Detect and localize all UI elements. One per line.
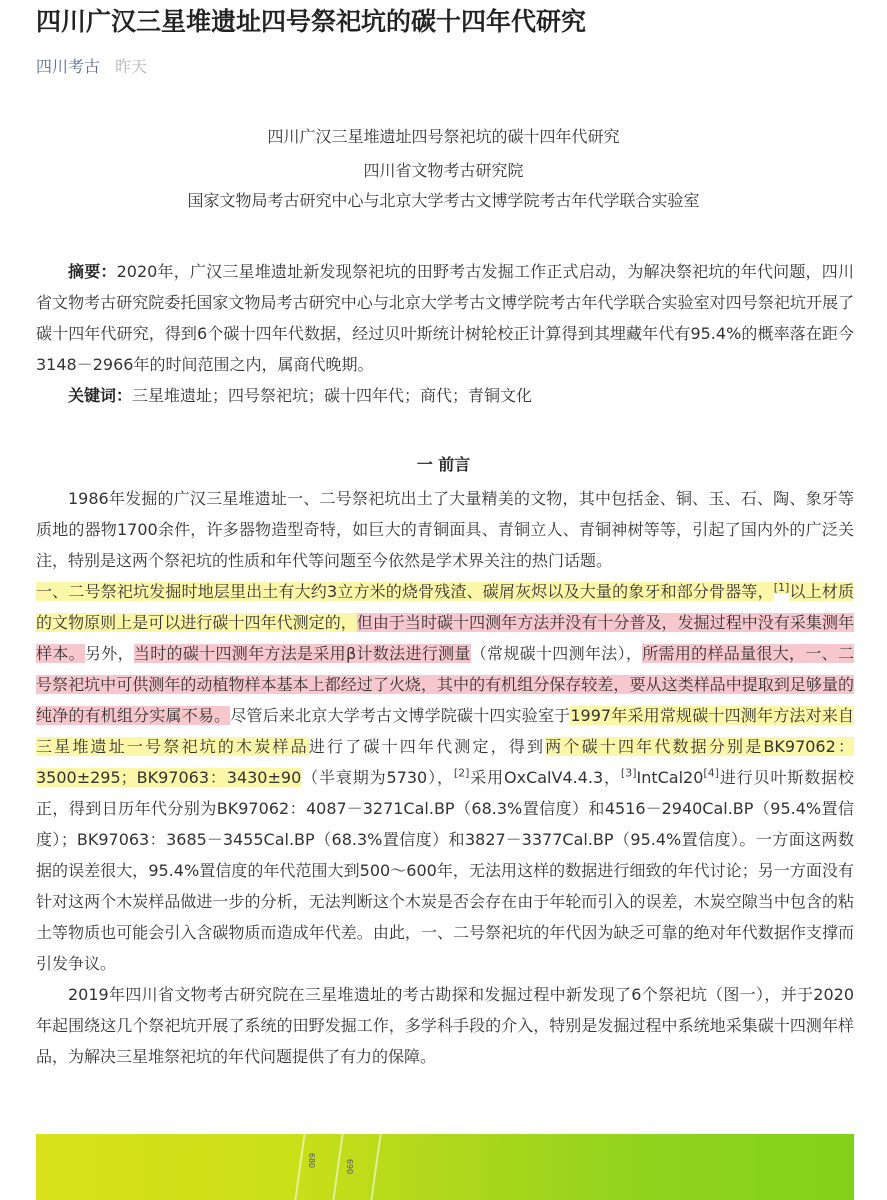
text-segment-2: （常规碳十四测年法）， bbox=[470, 644, 643, 663]
contour-line bbox=[366, 1134, 385, 1200]
abstract-sep: ： bbox=[100, 262, 117, 281]
highlight-yellow-4: 两个碳十四年代数据分别是BK97062：3500±295；BK97063：3430±90 bbox=[36, 737, 854, 787]
abstract-paragraph bbox=[36, 256, 854, 380]
abstract-label: 摘要 bbox=[68, 262, 101, 281]
intro-paragraph-3: 2019年四川省文物考古研究院在三星堆遗址的考古勘探和发掘过程中新发现了6个祭祀坑（图一），并于2020年起围绕这几个祭祀坑开展了系统的田野发掘工作，多学科手段的介入，特别是发掘过程中系统地采集碳十四测年样品，为解决三星堆祭祀坑的年代问题提供了有力的保障。 bbox=[36, 985, 854, 1066]
footnote-ref-1[interactable]: [1] bbox=[773, 580, 790, 594]
highlight-yellow-2: 以上材质的文物原则上是可以进行碳十四年代测定的， bbox=[36, 582, 854, 632]
highlight-yellow-1: 一、二号祭祀坑发掘时地层里出土有大约3立方米的烧骨残渣、碳屑灰烬以及大量的象牙和部分骨器等， bbox=[36, 582, 774, 601]
keywords-paragraph bbox=[36, 380, 854, 411]
section-heading: 一 前言 bbox=[416, 455, 471, 474]
highlight-yellow-3: 1997年采用常规碳十四测年方法对来自三星堆遗址一号祭祀坑的木炭样品 bbox=[36, 706, 854, 756]
byline-org-1: 四川省文物考古研究院 bbox=[363, 161, 524, 180]
text-segment-7: IntCal20 bbox=[636, 768, 704, 787]
text-segment-1: 另外， bbox=[84, 644, 134, 663]
text-segment-8: 进行贝叶斯数据校正，得到日历年代分别为BK97062：4087－3271Cal.BP（68.3%置信度）和4516－2940Cal.BP（95.4%置信度）；BK97063：3685－3455Cal.BP（68.3%置信度）和3827－3377Cal.BP（95.4%置信度）。一方面这两数据的误差很大，95.4%置信度的年代范围大到500～600年，无法用这样的数据进行细致的年代讨论；另一方面没有针对这两个木炭样品做进一步的分析，无法判断这个木炭是否会存在由于年轮而引入的误差，木炭空隙当中包含的粘土等物质也可能会引入含碳物质而造成年代差。由此，一、二号祭祀坑的年代因为缺乏可靠的绝对年代数据作支撑而引发争议。 bbox=[36, 768, 854, 973]
text-segment-3: 尽管后来北京大学考古文博学院碳十四实验室于 bbox=[230, 706, 571, 725]
footnote-ref-2[interactable]: [2] bbox=[453, 766, 470, 780]
contour-label: 680 bbox=[307, 1152, 317, 1169]
keywords-label: 关键词 bbox=[68, 386, 117, 405]
highlight-pink-1: 但由于当时碳十四测年方法并没有十分普及，发掘过程中没有采集测年样本。 bbox=[36, 613, 854, 663]
figure-map-preview[interactable] bbox=[36, 1134, 854, 1200]
publish-time: 昨天 bbox=[115, 57, 148, 76]
byline-org-2: 国家文物局考古研究中心与北京大学考古文博学院考古年代学联合实验室 bbox=[187, 191, 700, 210]
abstract-text: 2020年，广汉三星堆遗址新发现祭祀坑的田野考古发掘工作正式启动，为解决祭祀坑的年代问题，四川省文物考古研究院委托国家文物局考古研究中心与北京大学考古文博学院考古年代学联合实验室对四号祭祀坑开展了碳十四年代研究，得到6个碳十四年代数据，经过贝叶斯统计树轮校正计算得到其埋藏年代有95.4%的概率落在距今3148－2966年的时间范围之内，属商代晚期。 bbox=[36, 262, 854, 374]
intro-paragraph-1: 1986年发掘的广汉三星堆遗址一、二号祭祀坑出土了大量精美的文物，其中包括金、铜、玉、石、陶、象牙等质地的器物1700余件，许多器物造型奇特，如巨大的青铜面具、青铜立人、青铜神树等等，引起了国内外的广泛关注，特别是这两个祭祀坑的性质和年代等问题至今依然是学术界关注的热门话题。 bbox=[36, 489, 854, 570]
highlight-pink-2: 当时的碳十四测年方法是采用β计数法进行测量 bbox=[133, 644, 471, 663]
account-name-link[interactable]: 四川考古 bbox=[36, 57, 101, 76]
footnote-ref-4[interactable]: [4] bbox=[703, 766, 720, 780]
highlight-pink-3: 所需用的样品量很大，一、二号祭祀坑中可供测年的动植物样本基本上都经过了火烧，其中的有机组分保存较差，要从这类样品中提取到足够量的纯净的有机组分实属不易。 bbox=[36, 644, 854, 725]
section-body bbox=[36, 483, 854, 1072]
keywords-sep: ： bbox=[116, 386, 133, 405]
article-title: 四川广汉三星堆遗址四号祭祀坑的碳十四年代研究 bbox=[36, 7, 587, 36]
intro-paragraph-2 bbox=[36, 576, 854, 979]
contour-line bbox=[328, 1134, 347, 1200]
byline-title: 四川广汉三星堆遗址四号祭祀坑的碳十四年代研究 bbox=[267, 127, 620, 146]
text-segment-5: （半衰期为5730）， bbox=[301, 768, 454, 787]
article-meta bbox=[36, 54, 147, 80]
contour-label: 690 bbox=[345, 1158, 355, 1175]
abstract-block bbox=[36, 256, 854, 411]
footnote-ref-3[interactable]: [3] bbox=[620, 766, 637, 780]
contour-line bbox=[290, 1134, 309, 1200]
text-segment-6: 采用OxCalV4.4.3， bbox=[469, 768, 621, 787]
text-segment-4: 进行了碳十四年代测定，得到 bbox=[308, 737, 546, 756]
keywords-text: 三星堆遗址；四号祭祀坑；碳十四年代；商代；青铜文化 bbox=[132, 386, 533, 405]
